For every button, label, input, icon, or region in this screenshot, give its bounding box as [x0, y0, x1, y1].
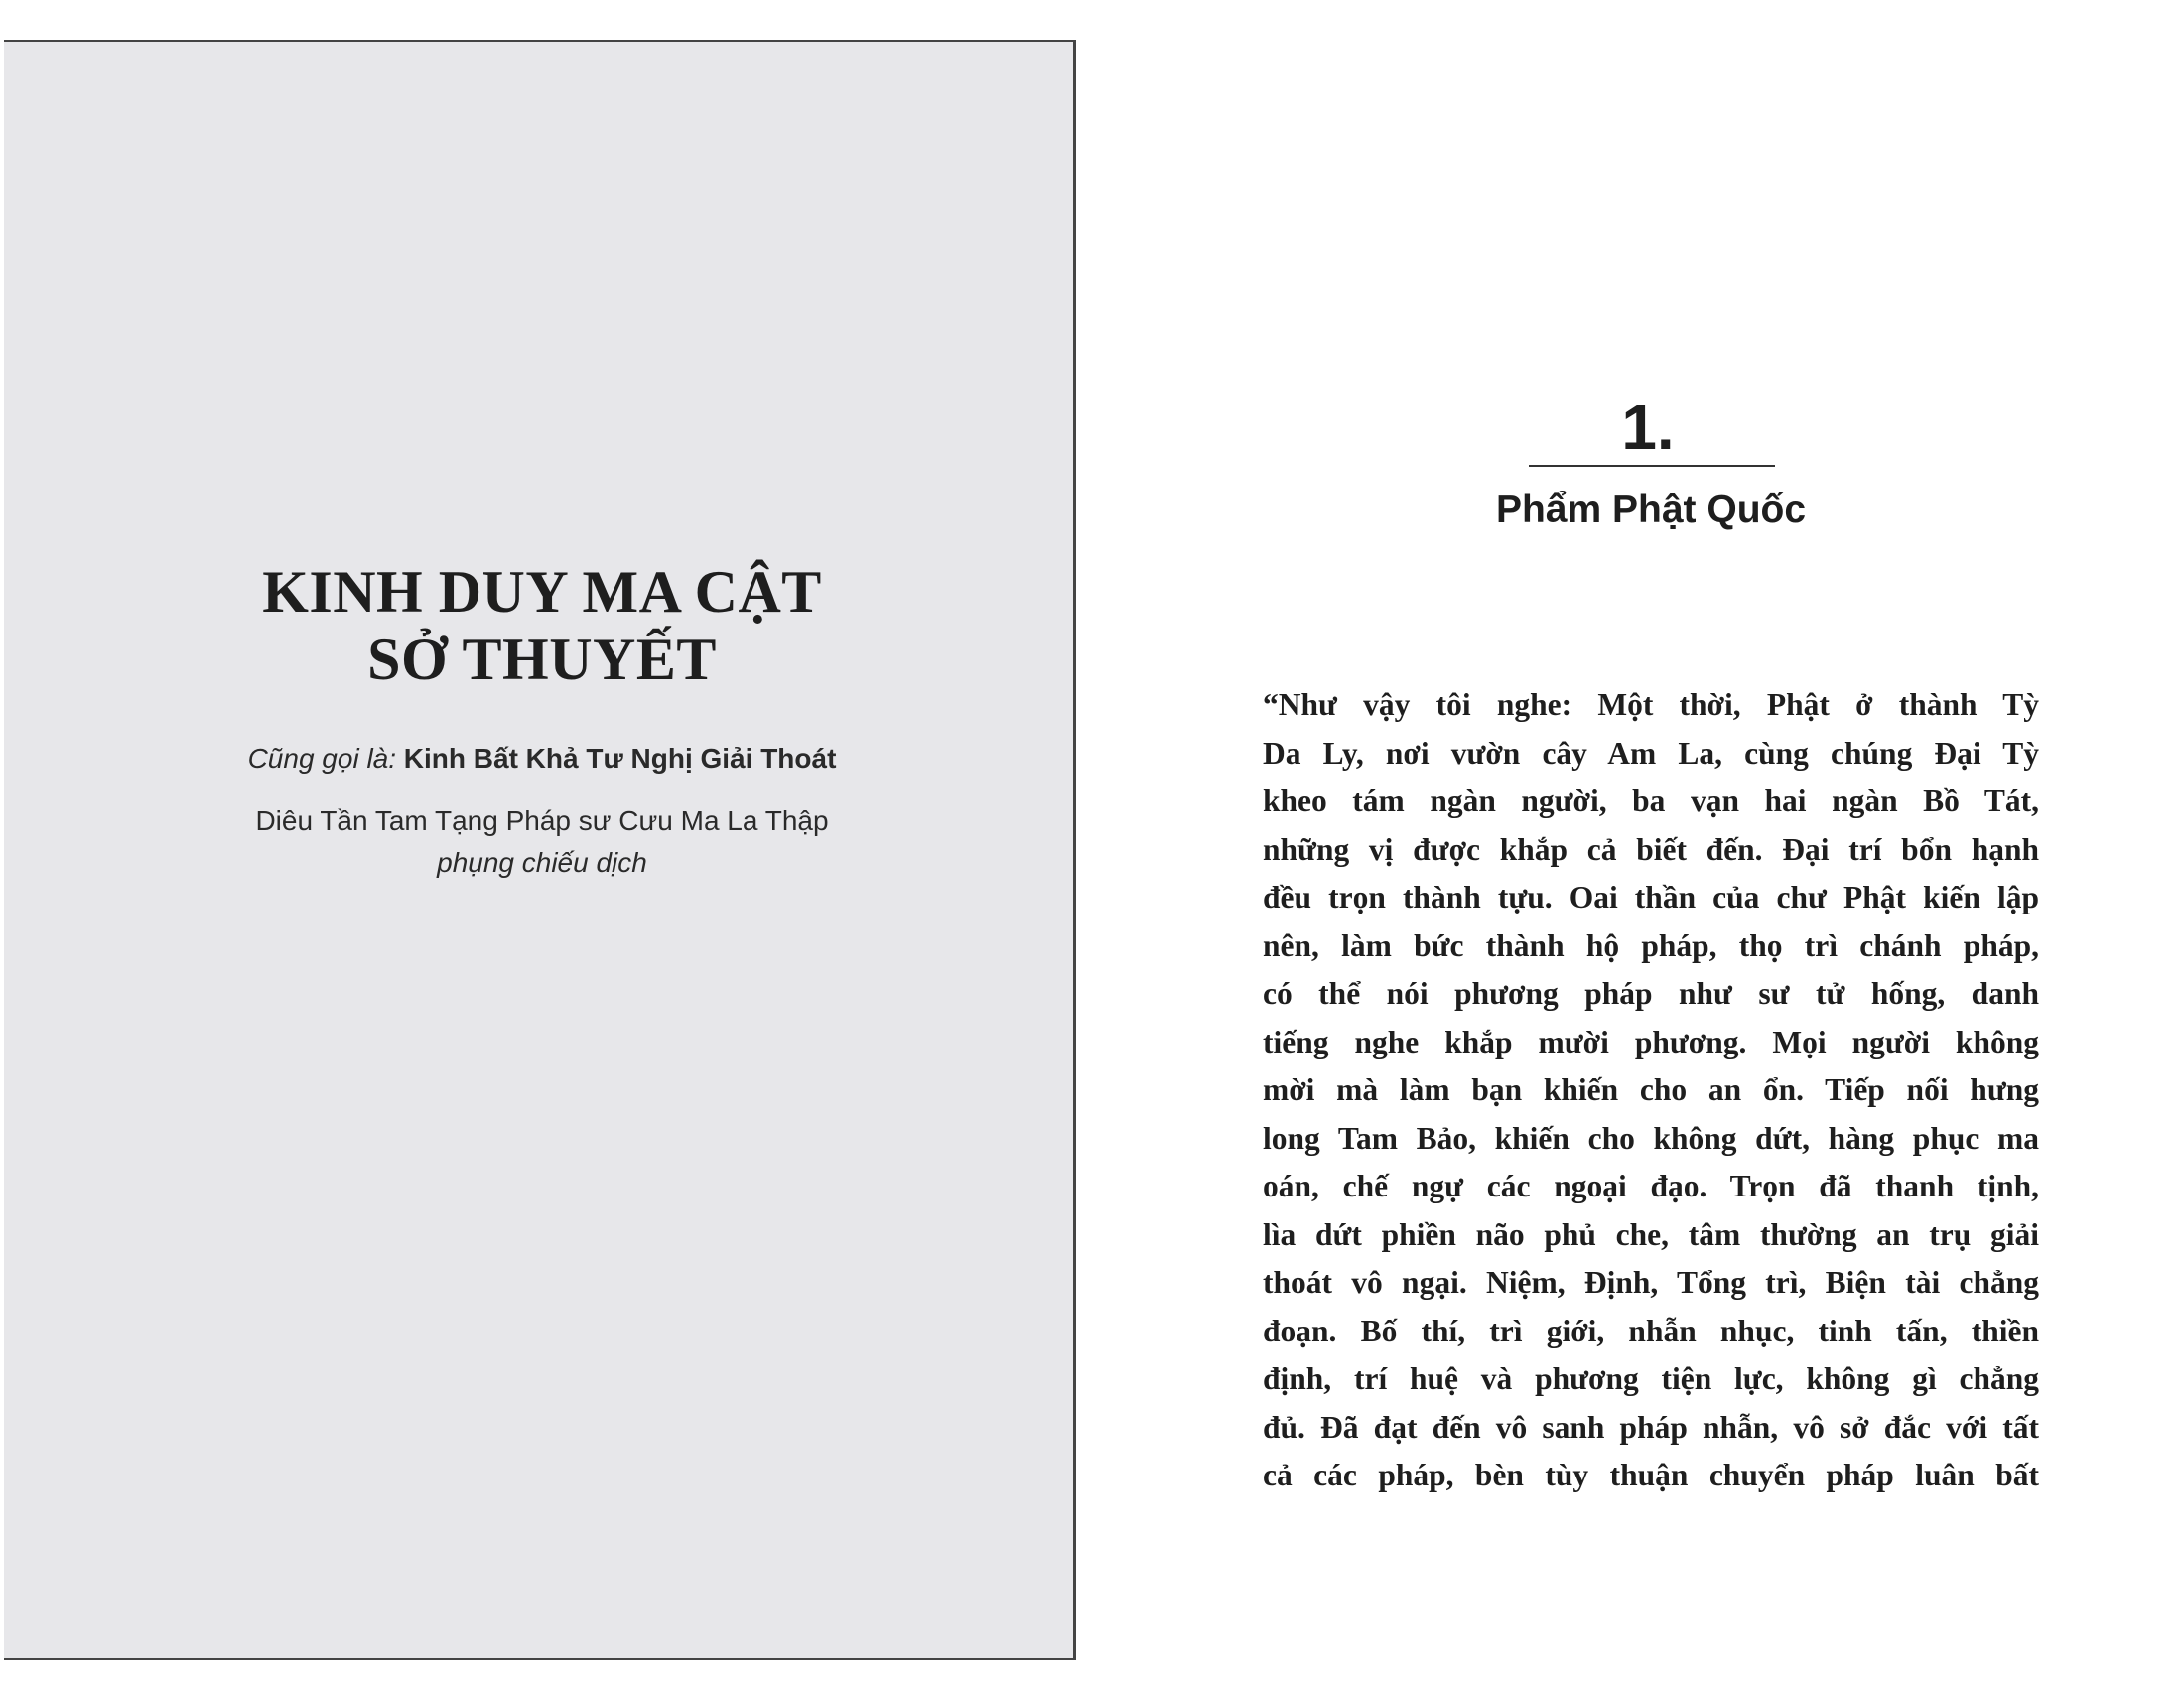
- body-line: oán, chế ngự các ngoại đạo. Trọn đã thanh tịnh,: [1263, 1169, 2039, 1203]
- body-line: đều trọn thành tựu. Oai thần của chư Phật kiến lập: [1263, 880, 2039, 914]
- translator-line: Diêu Tần Tam Tạng Pháp sư Cưu Ma La Thập: [255, 805, 829, 836]
- body-line: có thể nói phương pháp như sư tử hống, danh: [1263, 976, 2039, 1011]
- body-line: thoát vô ngại. Niệm, Định, Tổng trì, Biện tài chẳng: [1263, 1265, 2039, 1300]
- translator-credit: [0, 800, 1084, 884]
- body-line: Da Ly, nơi vườn cây Am La, cùng chúng Đại Tỳ: [1263, 735, 2039, 771]
- title-block: [0, 558, 1084, 884]
- body-line: nên, làm bức thành hộ pháp, thọ trì chánh pháp,: [1263, 927, 2039, 963]
- body-line: lìa dứt phiền não phủ che, tâm thường an trụ giải: [1263, 1216, 2039, 1252]
- book-title-line-2: SỞ THUYẾT: [367, 627, 717, 692]
- alternate-title-text: Kinh Bất Khả Tư Nghị Giải Thoát: [403, 743, 837, 774]
- body-line: “Như vậy tôi nghe: Một thời, Phật ở thành Tỳ: [1263, 687, 2039, 722]
- body-line: định, trí huệ và phương tiện lực, không gì chẳng: [1263, 1361, 2039, 1396]
- chapter-number: 1.: [1621, 391, 1675, 463]
- body-line: kheo tám ngàn người, ba vạn hai ngàn Bồ Tát,: [1263, 783, 2039, 818]
- body-line: đủ. Đã đạt đến vô sanh pháp nhẫn, vô sở đắc với tất: [1263, 1409, 2039, 1445]
- alternate-title-prefix: Cũng gọi là:: [247, 743, 397, 774]
- body-line: long Tam Bảo, khiến cho không dứt, hàng phục ma: [1263, 1120, 2039, 1156]
- chapter-divider: [1529, 465, 1775, 467]
- alternate-title: [0, 743, 1084, 774]
- body-line: cả các pháp, bèn tùy thuận chuyển pháp luân bất: [1263, 1458, 2039, 1492]
- chapter-body-text: [1263, 681, 2039, 1500]
- body-line: mời mà làm bạn khiến cho an ổn. Tiếp nối hưng: [1263, 1072, 2039, 1107]
- body-line: đoạn. Bố thí, trì giới, nhẫn nhục, tinh tấn, thiền: [1263, 1313, 2039, 1348]
- chapter-title: Phẩm Phật Quốc: [1495, 489, 1807, 531]
- translator-note: phụng chiếu dịch: [437, 847, 647, 878]
- body-line: tiếng nghe khắp mười phương. Mọi người không: [1263, 1024, 2039, 1059]
- book-title: [0, 558, 1084, 693]
- book-title-line-1: KINH DUY MA CẬT: [262, 559, 822, 625]
- body-line: những vị được khắp cả biết đến. Đại trí bổn hạnh: [1263, 831, 2039, 867]
